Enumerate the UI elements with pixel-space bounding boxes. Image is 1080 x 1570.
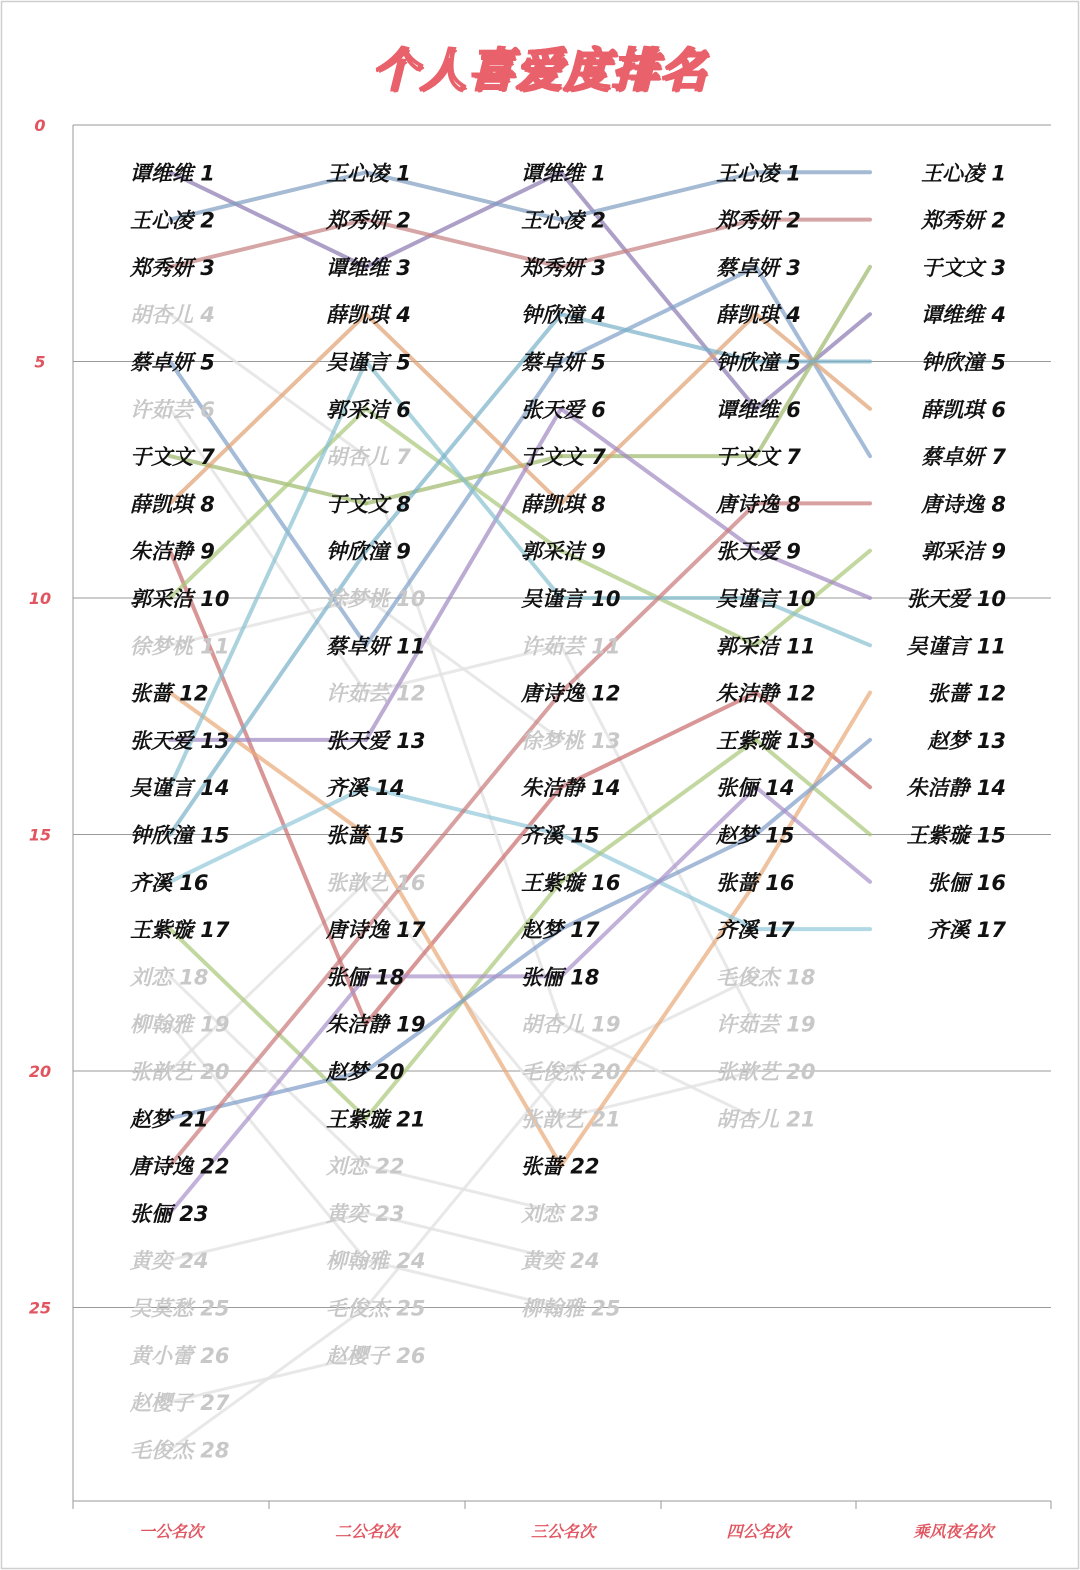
rank-label: 齐溪 16 <box>130 870 209 895</box>
rank-label: 郑秀妍 2 <box>716 208 801 233</box>
rank-label: 黄小蕾 26 <box>130 1343 230 1368</box>
rank-label: 赵樱子 27 <box>130 1391 230 1416</box>
rank-label: 赵梦 20 <box>326 1060 405 1084</box>
rank-label: 谭维维 4 <box>921 303 1006 328</box>
rank-label: 齐溪 15 <box>521 823 600 848</box>
rank-label: 张歆艺 20 <box>130 1060 230 1084</box>
rank-label: 张天爱 10 <box>906 587 1006 611</box>
rank-label: 张俪 16 <box>927 870 1006 895</box>
rank-label: 胡杏儿 21 <box>716 1107 816 1132</box>
rank-label: 于文文 7 <box>130 445 215 470</box>
rank-label: 朱洁静 14 <box>521 776 621 801</box>
rank-label: 郑秀妍 3 <box>130 255 215 280</box>
x-tick-label: 一公名次 <box>138 1522 204 1541</box>
rank-label: 谭维维 1 <box>521 161 606 186</box>
rank-label: 郭采洁 9 <box>521 539 606 564</box>
rank-label: 谭维维 1 <box>130 161 215 186</box>
rank-connector-line <box>366 598 561 740</box>
rank-label: 吴谨言 11 <box>906 634 1006 659</box>
x-tick-label: 二公名次 <box>334 1522 400 1541</box>
rank-label: 张天爱 13 <box>326 728 426 753</box>
rank-label: 许茹芸 19 <box>716 1012 816 1037</box>
rank-label: 柳翰雅 19 <box>130 1012 230 1037</box>
rank-label: 张蔷 16 <box>716 870 795 895</box>
rank-label: 齐溪 17 <box>716 918 795 943</box>
rank-label: 王紫璇 17 <box>130 918 230 943</box>
rank-label: 张天爱 13 <box>130 728 230 753</box>
rank-label: 于文文 7 <box>716 445 801 470</box>
rank-connector-line <box>170 1308 366 1450</box>
rank-label: 张歆艺 21 <box>521 1107 621 1132</box>
rank-label: 黄奕 24 <box>130 1249 209 1274</box>
rank-label: 吴莫愁 25 <box>130 1296 230 1321</box>
y-tick-label: 15 <box>28 825 52 845</box>
rank-label: 薛凯琪 8 <box>130 492 215 517</box>
rank-label: 胡杏儿 7 <box>326 445 411 470</box>
rank-label: 齐溪 14 <box>326 776 405 801</box>
rank-label: 刘恋 22 <box>326 1154 405 1179</box>
rank-label: 王紫璇 21 <box>326 1107 426 1132</box>
rank-label: 张蔷 12 <box>130 681 209 706</box>
rank-label: 张俪 18 <box>326 965 405 990</box>
rank-label: 张俪 14 <box>716 776 795 801</box>
rank-label: 黄奕 23 <box>326 1201 405 1226</box>
rank-label: 许茹芸 6 <box>130 397 215 422</box>
rank-label: 郭采洁 11 <box>716 634 816 659</box>
y-tick-label: 10 <box>28 589 52 608</box>
rank-label: 于文文 3 <box>921 255 1006 280</box>
rank-label: 朱洁静 12 <box>716 681 816 706</box>
rank-label: 薛凯琪 4 <box>326 303 411 328</box>
rank-label: 钟欣潼 9 <box>326 539 411 564</box>
rank-label: 谭维维 6 <box>716 397 801 422</box>
rank-label: 于文文 8 <box>326 492 411 517</box>
rank-label: 赵樱子 26 <box>326 1343 426 1368</box>
y-tick-label: 20 <box>28 1062 52 1081</box>
rank-label: 蔡卓妍 5 <box>521 350 606 375</box>
rank-label: 薛凯琪 4 <box>716 303 801 328</box>
rank-label: 于文文 7 <box>521 445 606 470</box>
rank-label: 吴谨言 10 <box>521 587 621 611</box>
rank-label: 张歆艺 20 <box>716 1060 816 1084</box>
rank-label: 胡杏儿 19 <box>521 1012 621 1037</box>
rank-label: 赵梦 17 <box>521 918 600 943</box>
rank-label: 王心凌 1 <box>326 161 411 186</box>
rank-label: 徐梦桃 11 <box>130 634 230 659</box>
rank-label: 吴谨言 14 <box>130 776 230 801</box>
y-tick-label: 5 <box>34 352 46 372</box>
rank-label: 张歆艺 16 <box>326 870 426 895</box>
rank-label: 张俪 23 <box>130 1201 209 1226</box>
rank-label: 朱洁静 19 <box>326 1012 426 1037</box>
rank-label: 赵梦 13 <box>927 728 1006 753</box>
rank-label: 钟欣潼 4 <box>521 303 606 328</box>
rank-label: 郑秀妍 3 <box>521 255 606 280</box>
rank-label: 徐梦桃 13 <box>521 728 621 753</box>
rank-label: 许茹芸 12 <box>326 681 426 706</box>
rank-label: 郭采洁 10 <box>130 587 230 611</box>
rank-label: 唐诗逸 22 <box>130 1154 230 1179</box>
rank-label: 许茹芸 11 <box>521 634 621 659</box>
rank-label: 钟欣潼 5 <box>921 350 1006 375</box>
y-tick-label: 25 <box>28 1298 52 1318</box>
rank-label: 王紫璇 16 <box>521 870 621 895</box>
rank-connector-line <box>170 693 366 835</box>
rank-label: 刘恋 18 <box>130 965 209 990</box>
rank-label: 王心凌 1 <box>716 161 801 186</box>
rank-label: 王心凌 2 <box>130 208 215 233</box>
rank-label: 郑秀妍 2 <box>921 208 1006 233</box>
rank-label: 赵梦 15 <box>716 823 795 848</box>
rank-label: 徐梦桃 10 <box>326 587 426 611</box>
rank-label: 唐诗逸 17 <box>326 918 426 943</box>
rank-label: 唐诗逸 8 <box>716 492 801 517</box>
rank-label: 蔡卓妍 5 <box>130 350 215 375</box>
rank-label: 郭采洁 6 <box>326 397 411 422</box>
rank-label: 毛俊杰 28 <box>130 1438 230 1463</box>
rank-label: 钟欣潼 15 <box>130 823 230 848</box>
rank-label: 胡杏儿 4 <box>130 303 215 328</box>
rank-label: 蔡卓妍 3 <box>716 255 801 280</box>
rank-connector-line <box>561 740 756 882</box>
rank-label: 柳翰雅 25 <box>521 1296 621 1321</box>
rank-label: 张蔷 12 <box>927 681 1006 706</box>
rank-label: 吴谨言 5 <box>326 350 411 375</box>
rank-label: 毛俊杰 25 <box>326 1296 426 1321</box>
rank-label: 唐诗逸 8 <box>921 492 1006 517</box>
rank-label: 张天爱 6 <box>521 397 606 422</box>
rank-label: 齐溪 17 <box>927 918 1006 943</box>
rank-label: 朱洁静 9 <box>130 539 215 564</box>
rank-label: 毛俊杰 18 <box>716 965 816 990</box>
rank-label: 唐诗逸 12 <box>521 681 621 706</box>
rank-label: 薛凯琪 6 <box>921 397 1006 422</box>
rank-label: 赵梦 21 <box>130 1107 209 1132</box>
rank-label: 郑秀妍 2 <box>326 208 411 233</box>
y-tick-label: 0 <box>34 116 46 135</box>
rank-label: 谭维维 3 <box>326 255 411 280</box>
x-tick-label: 三公名次 <box>530 1522 596 1541</box>
rank-label: 钟欣潼 5 <box>716 350 801 375</box>
rank-label: 黄奕 24 <box>521 1249 600 1274</box>
x-tick-label: 四公名次 <box>726 1522 791 1541</box>
rank-label: 王心凌 2 <box>521 208 606 233</box>
rank-label: 张蔷 15 <box>326 823 405 848</box>
rank-label: 朱洁静 14 <box>906 776 1006 801</box>
rank-label: 蔡卓妍 11 <box>326 634 426 659</box>
rank-label: 王紫璇 13 <box>716 728 816 753</box>
rank-label: 柳翰雅 24 <box>326 1249 426 1274</box>
rank-label: 张天爱 9 <box>716 539 801 564</box>
rank-label: 吴谨言 10 <box>716 587 816 611</box>
rank-label: 蔡卓妍 7 <box>921 445 1006 470</box>
rank-label: 王心凌 1 <box>921 161 1006 186</box>
x-tick-label: 乘风夜名次 <box>913 1522 994 1541</box>
rank-label: 张蔷 22 <box>521 1154 600 1179</box>
rank-connector-line <box>366 929 561 1071</box>
rank-label: 薛凯琪 8 <box>521 492 606 517</box>
rank-label: 张俪 18 <box>521 965 600 990</box>
rank-label: 王紫璇 15 <box>906 823 1006 848</box>
rank-label: 郭采洁 9 <box>921 539 1006 564</box>
rank-label: 毛俊杰 20 <box>521 1060 621 1084</box>
rank-connector-line <box>170 362 366 788</box>
chart-title: 个人喜爱度排名 <box>372 43 708 97</box>
rank-label: 刘恋 23 <box>521 1201 600 1226</box>
